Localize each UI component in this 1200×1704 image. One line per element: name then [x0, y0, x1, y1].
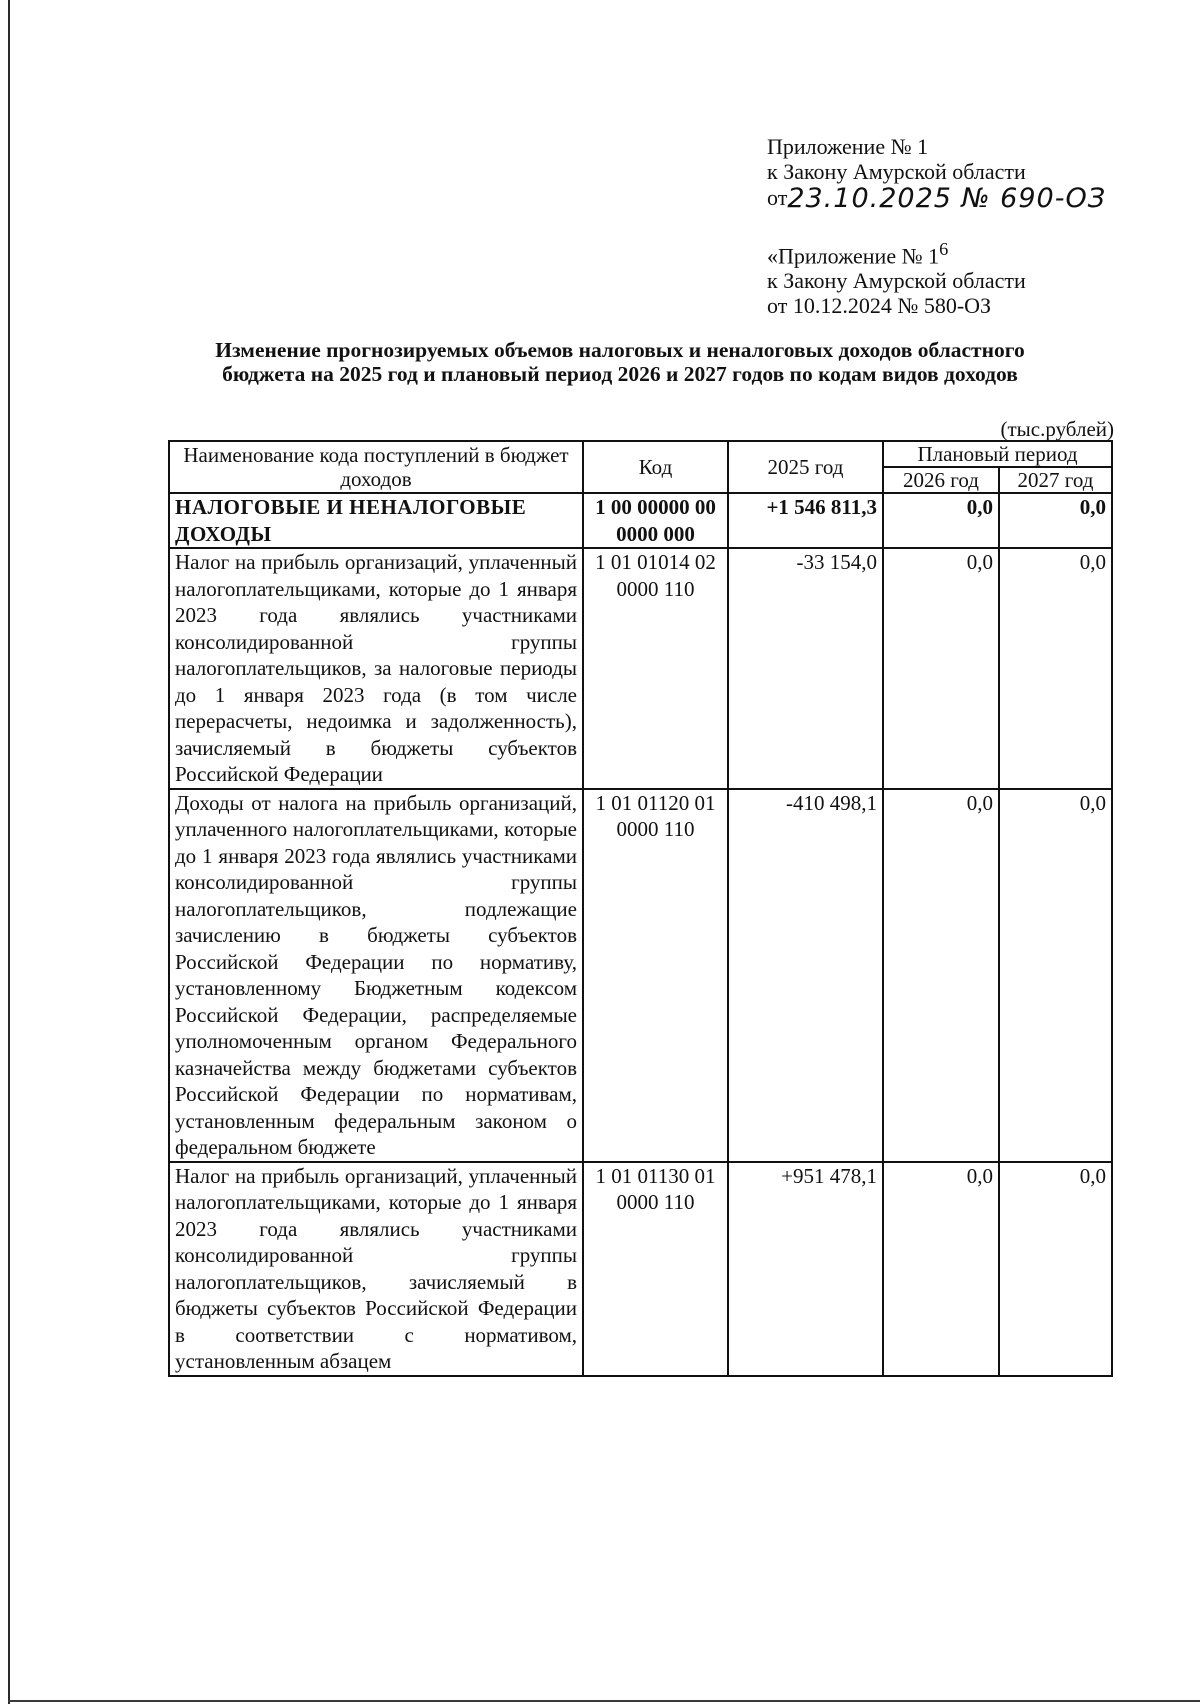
row-value-2026: 0,0	[883, 789, 999, 1162]
row-value-2026: 0,0	[883, 548, 999, 789]
page-scan-edge-bottom	[8, 1700, 1200, 1702]
row-value-2025: +951 478,1	[728, 1162, 883, 1376]
row-value-2027: 0,0	[999, 1162, 1112, 1376]
table-row-total	[169, 493, 1112, 548]
header-2025: 2025 год	[728, 441, 883, 493]
quote-appendix-line: «Приложение № $1^6$	[767, 239, 949, 269]
header-name: Наименование кода поступлений в бюджет доходов	[169, 441, 583, 493]
row-name: Доходы от налога на прибыль организаций, уплаченного налогоплательщиками, которые до 1 января 2023 года являлись участниками консолидированной группы налогоплательщиков, подлежащие зачислению в бюджеты субъектов Российской Федерации по нормативу, установленному Бюджетным кодексом Российской Федерации, распределяемые уполномоченным органом Федерального казначейства между бюджетами субъектов Российской Федерации по нормативам, установленным федеральным законом о федеральном бюджете	[169, 789, 583, 1162]
appendix-header	[767, 134, 1106, 318]
row-code: 1 01 01130 01 0000 110	[583, 1162, 728, 1376]
table-row	[169, 789, 1112, 1162]
row-name: Налог на прибыль организаций, уплаченный налогоплательщиками, которые до 1 января 2023 года являлись участниками консолидированной группы налогоплательщиков, за налоговые периоды до 1 января 2023 года (в том числе перерасчеты, недоимка и задолженность), зачисляемый в бюджеты субъектов Российской Федерации	[169, 548, 583, 789]
appendix-line: Приложение № 1	[767, 134, 929, 159]
header-planned-period: Плановый период	[883, 441, 1112, 467]
quote-date-line: от 10.12.2024 № 580-ОЗ	[767, 293, 992, 319]
header-2026: 2026 год	[883, 467, 999, 493]
law-line: к Закону Амурской области	[767, 159, 1026, 184]
date-prefix: от	[767, 185, 788, 210]
header-2027: 2027 год	[999, 467, 1112, 493]
row-name: НАЛОГОВЫЕ И НЕНАЛОГОВЫЕ ДОХОДЫ	[169, 493, 583, 548]
page-scan-edge-left	[8, 0, 10, 1704]
row-value-2026: 0,0	[883, 1162, 999, 1376]
law-date-line	[767, 183, 1107, 214]
row-value-2027: 0,0	[999, 548, 1112, 789]
appendix-superscript: 6	[939, 239, 949, 259]
table-header-row	[169, 441, 1112, 467]
units-label: (тыс.рублей)	[1000, 417, 1114, 441]
row-value-2025: -410 498,1	[728, 789, 883, 1162]
row-value-2026: 0,0	[883, 493, 999, 548]
table-row	[169, 1162, 1112, 1376]
row-code: 1 00 00000 00 0000 000	[583, 493, 728, 548]
row-value-2025: -33 154,0	[728, 548, 883, 789]
table-row	[169, 548, 1112, 789]
title-line-1: Изменение прогнозируемых объемов налоговых и неналоговых доходов областного	[215, 338, 1025, 362]
row-value-2027: 0,0	[999, 789, 1112, 1162]
header-code: Код	[583, 441, 728, 493]
budget-table	[168, 440, 1113, 1377]
row-name: Налог на прибыль организаций, уплаченный налогоплательщиками, которые до 1 января 2023 года являлись участниками консолидированной группы налогоплательщиков, зачисляемый в бюджеты субъектов Российской Федерации в соответствии с нормативом, установленным абзацем	[169, 1162, 583, 1376]
row-value-2025: +1 546 811,3	[728, 493, 883, 548]
row-code: 1 01 01014 02 0000 110	[583, 548, 728, 789]
handwritten-date-number: 23.10.2025 № 690-ОЗ	[787, 183, 1107, 214]
quote-law-line: к Закону Амурской области	[767, 268, 1026, 294]
row-value-2027: 0,0	[999, 493, 1112, 548]
title-line-2: бюджета на 2025 год и плановый период 2026 и 2027 годов по кодам видов доходов	[222, 362, 1018, 386]
row-code: 1 01 01120 01 0000 110	[583, 789, 728, 1162]
document-title	[140, 338, 1100, 386]
